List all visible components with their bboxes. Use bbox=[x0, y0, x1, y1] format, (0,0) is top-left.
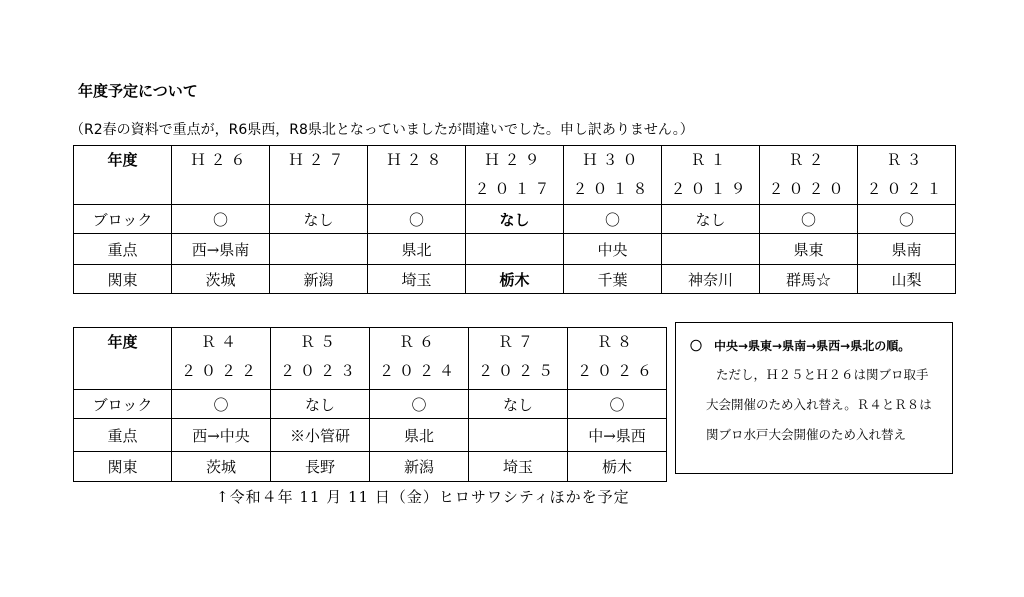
focus-cell: 県北 bbox=[370, 419, 469, 452]
block-cell: なし bbox=[662, 205, 760, 234]
kanto-label: 関東 bbox=[74, 265, 172, 294]
block-cell: 〇 bbox=[368, 205, 466, 234]
year-cell: Ｒ２ ２０２０ bbox=[760, 146, 858, 205]
year-cell: Ｈ２９ ２０１７ bbox=[466, 146, 564, 205]
block-cell: 〇 bbox=[760, 205, 858, 234]
correction-note: （R2春の資料で重点が，R6県西，R8県北となっていましたが間違いでした。申し訳ありません。） bbox=[70, 122, 694, 138]
focus-cell: 西→県南 bbox=[172, 234, 270, 265]
block-cell: 〇 bbox=[172, 205, 270, 234]
focus-cell: 県東 bbox=[760, 234, 858, 265]
year-cell: Ｈ２６ bbox=[172, 146, 270, 205]
focus-cell bbox=[662, 234, 760, 265]
block-label: ブロック bbox=[74, 205, 172, 234]
swap-note-line: 関ブロ水戸大会開催のため入れ替え bbox=[706, 427, 907, 442]
swap-note-line: 大会開催のため入れ替え。Ｒ４とＲ８は bbox=[706, 397, 932, 412]
block-cell: なし bbox=[270, 205, 368, 234]
kanto-cell: 新潟 bbox=[270, 265, 368, 294]
focus-cell: 県南 bbox=[858, 234, 956, 265]
block-cell: なし bbox=[271, 390, 370, 419]
year-cell: Ｒ３ ２０２１ bbox=[858, 146, 956, 205]
block-cell: なし bbox=[469, 390, 568, 419]
focus-label: 重点 bbox=[74, 234, 172, 265]
kanto-cell: 千葉 bbox=[564, 265, 662, 294]
schedule-table-2 bbox=[73, 327, 667, 482]
kanto-cell: 神奈川 bbox=[662, 265, 760, 294]
kanto-cell: 埼玉 bbox=[368, 265, 466, 294]
focus-cell bbox=[469, 419, 568, 452]
focus-cell: 中央 bbox=[564, 234, 662, 265]
block-cell: なし bbox=[466, 205, 564, 234]
kanto-cell: 群馬☆ bbox=[760, 265, 858, 294]
year-header: 年度 bbox=[74, 146, 172, 205]
rotation-note-box bbox=[675, 322, 953, 474]
kanto-cell: 埼玉 bbox=[469, 452, 568, 482]
year-cell: Ｒ８ ２０２６ bbox=[568, 328, 667, 390]
focus-cell: 西→中央 bbox=[172, 419, 271, 452]
page-title: 年度予定について bbox=[78, 82, 198, 100]
focus-cell: 県北 bbox=[368, 234, 466, 265]
block-label: ブロック bbox=[74, 390, 172, 419]
schedule-table-1 bbox=[73, 145, 956, 294]
block-cell: 〇 bbox=[858, 205, 956, 234]
focus-cell bbox=[466, 234, 564, 265]
rotation-order: 〇 中央→県東→県南→県西→県北の順。 bbox=[690, 339, 911, 353]
kanto-cell: 新潟 bbox=[370, 452, 469, 482]
block-cell: 〇 bbox=[564, 205, 662, 234]
kanto-cell: 長野 bbox=[271, 452, 370, 482]
year-cell: Ｈ２７ bbox=[270, 146, 368, 205]
swap-note-line: ただし，Ｈ２５とＨ２６は関ブロ取手 bbox=[716, 367, 929, 382]
focus-cell bbox=[270, 234, 368, 265]
year-cell: Ｒ４ ２０２２ bbox=[172, 328, 271, 390]
focus-cell: ※小管研 bbox=[271, 419, 370, 452]
kanto-cell: 茨城 bbox=[172, 452, 271, 482]
kanto-label: 関東 bbox=[74, 452, 172, 482]
year-cell: Ｒ５ ２０２３ bbox=[271, 328, 370, 390]
kanto-cell: 栃木 bbox=[568, 452, 667, 482]
footnote: ↑令和４年 11 月 11 日（金）ヒロサワシティほかを予定 bbox=[216, 488, 630, 506]
year-cell: Ｒ７ ２０２５ bbox=[469, 328, 568, 390]
block-cell: 〇 bbox=[370, 390, 469, 419]
year-header: 年度 bbox=[74, 328, 172, 390]
year-cell: Ｒ６ ２０２４ bbox=[370, 328, 469, 390]
year-cell: Ｈ２８ bbox=[368, 146, 466, 205]
year-cell: Ｒ１ ２０１９ bbox=[662, 146, 760, 205]
focus-label: 重点 bbox=[74, 419, 172, 452]
kanto-cell: 山梨 bbox=[858, 265, 956, 294]
block-cell: 〇 bbox=[568, 390, 667, 419]
year-cell: Ｈ３０ ２０１８ bbox=[564, 146, 662, 205]
kanto-cell: 栃木 bbox=[466, 265, 564, 294]
focus-cell: 中→県西 bbox=[568, 419, 667, 452]
kanto-cell: 茨城 bbox=[172, 265, 270, 294]
block-cell: 〇 bbox=[172, 390, 271, 419]
